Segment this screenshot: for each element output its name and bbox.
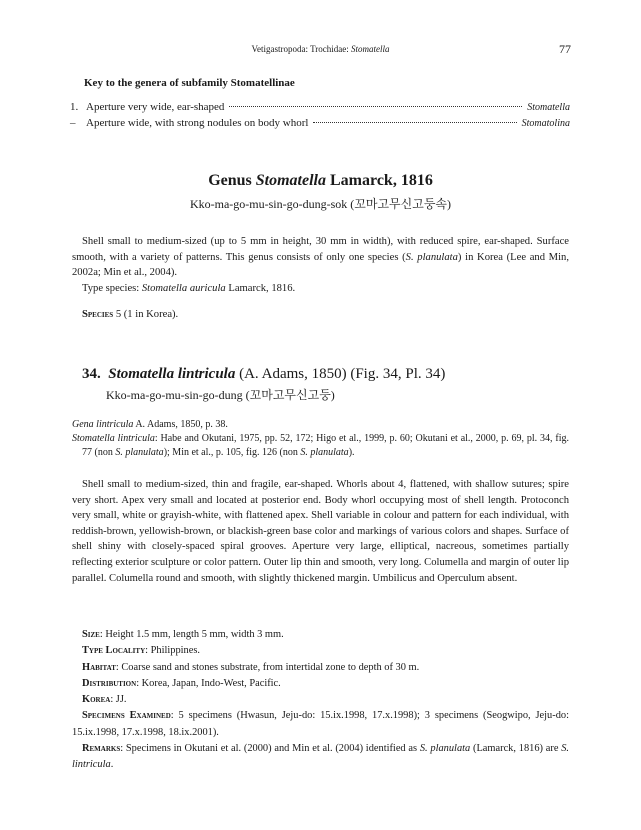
field-korea: Korea: JJ. — [82, 694, 127, 706]
field-size: Size: Height 1.5 mm, length 5 mm, width 3 mm. — [82, 629, 284, 640]
synonym-2: Stomatella lintricula: Habe and Okutani, 1975, pp. 52, 172; Higo et al., 1999, p. 60; Okutani et al., 2000, p. 69, pl. 34, fig. 77 (non S. planulata); Min et al., p. 105, fig. 126 (non S. planulata). — [72, 433, 570, 459]
page-number: 77 — [559, 42, 571, 56]
leader-dots — [313, 122, 516, 123]
field-type-locality: Type Locality: Philippines. — [82, 645, 200, 657]
type-species: Type species: Stomatella auricula Lamarck, 1816. — [82, 282, 296, 294]
genus-title: Genus Stomatella Lamarck, 1816 — [208, 172, 433, 189]
running-header: Vetigastropoda: Trochidae: Stomatella — [251, 44, 390, 54]
species-fields — [72, 627, 569, 774]
genus-species-count: Species 5 (1 in Korea). — [82, 309, 179, 320]
genus-description: Shell small to medium-sized (up to 5 mm in height, 30 mm in width), with reduced spire, ear-shaped. Surface smooth, with a variety of patterns. This genus consists of only one species (S. planulata) in Korea (Lee and Min, 2002a; Min et al., 2004). Type species: Stomatella auricula Lamarck, 1816. — [72, 234, 569, 296]
key-item-2: – Aperture wide, with strong nodules on body whorl Stomatolina — [70, 117, 570, 129]
field-distribution: Distribution: Korea, Japan, Indo-West, Pacific. — [82, 677, 281, 689]
species-title: 34. Stomatella lintricula (A. Adams, 1850) (Fig. 34, Pl. 34) — [82, 366, 446, 382]
leader-dots — [229, 106, 522, 107]
field-specimens-examined: Specimens Examined: 5 specimens (Hwasun, Jeju-do: 15.ix.1998, 17.x.1998); 3 specimens (Seogwipo, Jeju-do: 15.ix.1998, 17.x.1998, 18.ix.2001). — [72, 710, 569, 738]
genus-korean-name: Kko-ma-go-mu-sin-go-dung-sok (꼬마고무신고둥속) — [189, 197, 452, 211]
species-korean-name: Kko-ma-go-mu-sin-go-dung (꼬마고무신고둥) — [106, 388, 335, 402]
key-title: Key to the genera of subfamily Stomatellinae — [84, 77, 295, 89]
species-description: Shell small to medium-sized, thin and fragile, ear-shaped. Whorls about 4, flattened, with shallow sutures; spire very short. Apex very small and located at posterior end. Body whorl occupying most of shell length. Protoconch very small, white or grayish-white, with flattened apex. Shell variable in colour and pattern for each individual, with reddish-brown, yellowish-brown, or blackish-green base color and markings of various colors and shapes. Surface of shell shiny with closely-spaced spiral grooves. Aperture very large, elliptical, nacreous, sometimes partially reflecting exterior sculpture or color pattern. Outer lip thin and smooth, very long. Columella and margin of outer lip parallel. Columella round and smooth, with slightly thickened margin. Umbilicus and Operculum absent. — [72, 479, 569, 584]
key-item-1: 1. Aperture very wide, ear-shaped Stomatella — [70, 101, 570, 113]
synonym-1: Gena lintricula A. Adams, 1850, p. 38. — [72, 419, 228, 430]
synonymy — [72, 418, 569, 461]
field-habitat: Habitat: Coarse sand and stones substrate, from intertidal zone to depth of 30 m. — [82, 661, 420, 673]
field-remarks: Remarks: Specimens in Okutani et al. (2000) and Min et al. (2004) identified as S. planulata (Lamarck, 1816) are S. lintricula. — [72, 743, 569, 771]
